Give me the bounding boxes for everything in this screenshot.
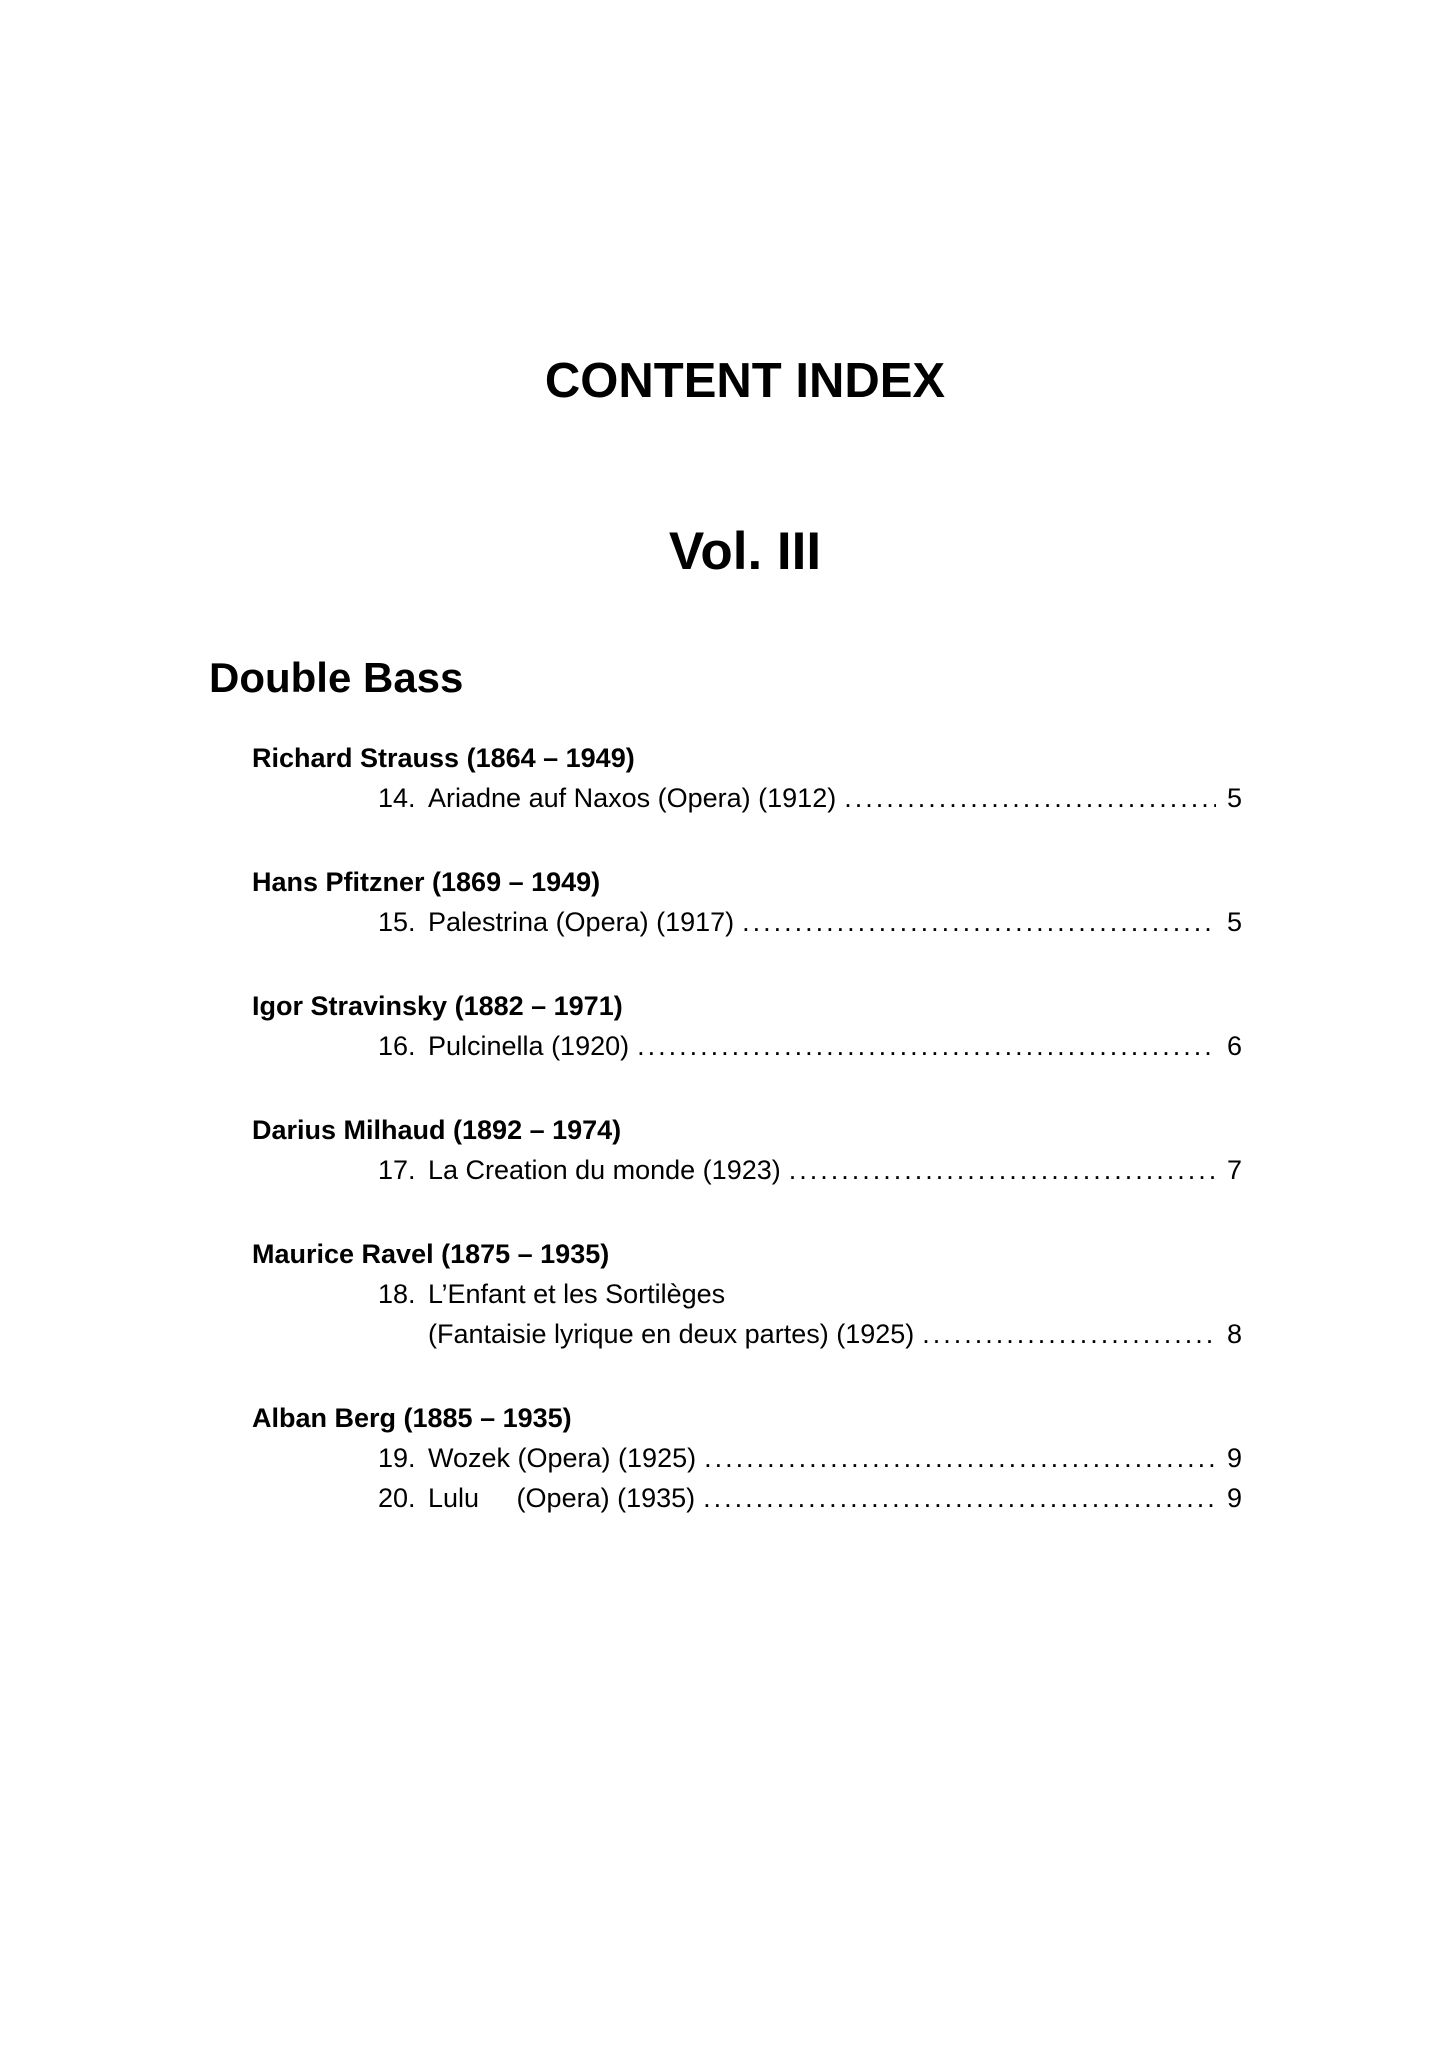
entry-number: 15. [378, 907, 416, 937]
entry-title: Ariadne auf Naxos (Opera) (1912) [428, 783, 837, 813]
entry-page-number: 5 [1226, 907, 1242, 937]
entry-subtitle: (Fantaisie lyrique en deux partes) (1925) [428, 1319, 915, 1349]
composer-name: Richard Strauss (1864 – 1949) [252, 743, 635, 773]
entry-page-number: 9 [1226, 1443, 1242, 1473]
entry-number: 18. [378, 1279, 416, 1309]
volume-title: Vol. III [668, 522, 822, 581]
entry-page-number: 5 [1226, 783, 1242, 813]
entry-title: Lulu (Opera) (1935) [428, 1483, 696, 1513]
entry-number: 16. [378, 1031, 416, 1061]
entry-page-number: 8 [1226, 1319, 1242, 1349]
entry-page-number: 9 [1226, 1483, 1242, 1513]
composer-name: Alban Berg (1885 – 1935) [252, 1403, 572, 1433]
entry-title: Palestrina (Opera) (1917) [428, 907, 735, 937]
entry-title: Pulcinella (1920) [428, 1031, 630, 1061]
entry-title: La Creation du monde (1923) [428, 1155, 781, 1185]
entry-number: 20. [378, 1483, 416, 1513]
composer-block [252, 1398, 1242, 1518]
composer-block [252, 1234, 1242, 1354]
index-entry[interactable] [252, 1478, 1242, 1518]
dot-leader [844, 778, 1216, 818]
index-entry[interactable] [252, 1438, 1242, 1478]
composer-block [252, 1110, 1242, 1190]
entry-title: Wozek (Opera) (1925) [428, 1443, 697, 1473]
dot-leader [922, 1314, 1216, 1354]
entry-title: L’Enfant et les Sortilèges [428, 1279, 726, 1309]
dot-leader [742, 902, 1216, 942]
index-entry[interactable] [252, 1274, 1242, 1314]
composer-block [252, 738, 1242, 818]
index-entry[interactable] [252, 1026, 1242, 1066]
composer-name: Maurice Ravel (1875 – 1935) [252, 1239, 610, 1269]
index-entry-continuation[interactable] [252, 1314, 1242, 1354]
entry-number: 17. [378, 1155, 416, 1185]
content-index [252, 738, 1242, 1562]
page-title: CONTENT INDEX [544, 354, 946, 408]
section-title: Double Bass [209, 654, 464, 701]
entry-page-number: 7 [1226, 1155, 1242, 1185]
composer-block [252, 862, 1242, 942]
entry-page-number: 6 [1226, 1031, 1242, 1061]
index-entry[interactable] [252, 778, 1242, 818]
entry-number: 14. [378, 783, 416, 813]
dot-leader [704, 1438, 1216, 1478]
index-entry[interactable] [252, 902, 1242, 942]
dot-leader [703, 1478, 1216, 1518]
composer-name: Hans Pfitzner (1869 – 1949) [252, 867, 601, 897]
dot-leader [789, 1150, 1216, 1190]
entry-number: 19. [378, 1443, 416, 1473]
index-entry[interactable] [252, 1150, 1242, 1190]
composer-name: Darius Milhaud (1892 – 1974) [252, 1115, 622, 1145]
composer-name: Igor Stravinsky (1882 – 1971) [252, 991, 623, 1021]
composer-block [252, 986, 1242, 1066]
dot-leader [637, 1026, 1216, 1066]
